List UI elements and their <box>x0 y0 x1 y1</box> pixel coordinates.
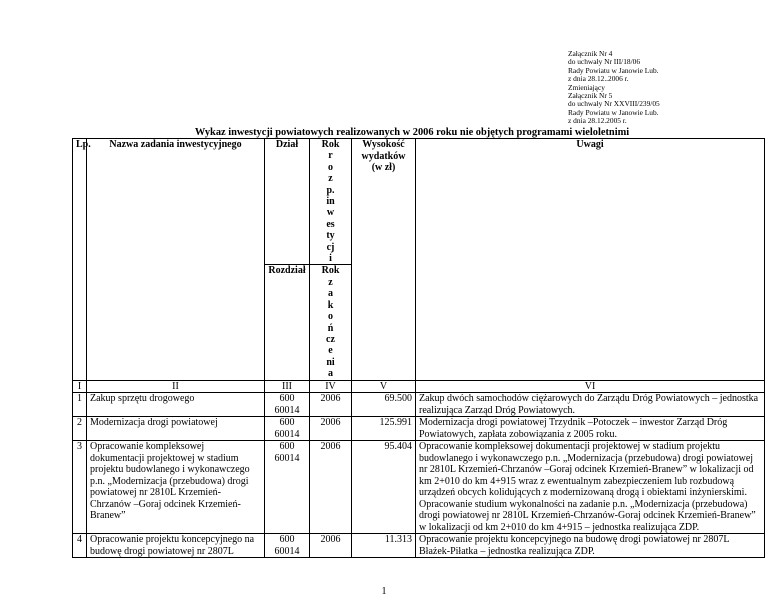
vertical-letter: ni <box>326 356 335 368</box>
row-amount: 69.500 <box>352 393 416 417</box>
numbering-cell: VI <box>416 380 765 393</box>
note-line: Załącznik Nr 4 <box>568 49 613 58</box>
table-row <box>73 393 765 417</box>
vertical-letter: k <box>327 299 334 311</box>
header-lp: Lp. <box>73 139 87 381</box>
row-notes: Opracowanie projektu koncepcyjnego na budowę drogi powiatowej nr 2807L Błażek-Piłatka – jednostka realizująca ZDP. <box>416 534 765 558</box>
row-task-name: Zakup sprzętu drogowego <box>87 393 265 417</box>
table-row <box>73 441 765 534</box>
header-rok-end <box>310 265 352 380</box>
row-rozdzial: 60014 <box>274 404 300 416</box>
row-lp: 3 <box>73 441 87 534</box>
row-task-name: Modernizacja drogi powiatowej <box>87 417 265 441</box>
row-year: 2006 <box>310 417 352 441</box>
row-year: 2006 <box>310 393 352 417</box>
row-notes: Opracowanie kompleksowej dokumentacji projektowej w stadium projektu budowlanego i wykonawczego p.n. „Modernizacja (przebudowa) drogi powiatowej nr 2810L Krzemień-Chrzanów –Goraj odcinek Krzemień-Branew” w lokalizacji od km 2+010 do km 4+915 wraz z ewentualnym zabezpieczeniem lub rozbudową urządzeń obcych kolidujących z modernizowaną drogą i obiektami inżynierskimi. Opracowanie studium wykonalności na zadanie p.n. „Modernizacja (przebudowa) drogi powiatowej nr 2810L Krzemień-Chrzanów-Goraj odcinek Krzemień-Branew” w lokalizacji od km 2+010 do km 4+915 – jednostka realizująca ZDP. <box>416 441 765 534</box>
row-notes: Modernizacja drogi powiatowej Trzydnik –Potoczek – inwestor Zarząd Dróg Powiatowych, zapłata zobowiązania z 2005 roku. <box>416 417 765 441</box>
vertical-letter: cz <box>326 333 335 345</box>
note-line: Zmieniający <box>568 82 605 92</box>
row-amount: 11.313 <box>352 534 416 558</box>
row-dzial: 600 <box>279 441 295 453</box>
numbering-cell: II <box>87 380 265 393</box>
vertical-letter: in <box>326 196 335 208</box>
vertical-letter: o <box>328 311 333 323</box>
note-line: Rady Powiatu w Janowie Lub. <box>568 65 659 75</box>
row-task-name: Opracowanie kompleksowej dokumentacji projektowej w stadium projektu budowlanego i wykonawczego p.n. „Modernizacja (przebudowa) drogi powiatowej nr 2810L Krzemień-Chrzanów –Goraj odcinek Krzemień-Branew” <box>87 441 265 534</box>
row-notes: Zakup dwóch samochodów ciężarowych do Zarządu Dróg Powiatowych – jednostka realizująca Zarząd Dróg Powiatowych. <box>416 393 765 417</box>
vertical-letter: e <box>328 345 333 357</box>
vertical-letter: es <box>326 218 335 230</box>
numbering-row <box>73 380 765 393</box>
header-amount-line: wydatków <box>361 150 406 162</box>
vertical-letter: i <box>329 253 332 265</box>
vertical-letter: a <box>328 288 333 300</box>
numbering-cell: IV <box>310 380 352 393</box>
table-row <box>73 534 765 558</box>
header-notes: Uwagi <box>416 139 765 381</box>
header-dzial: Dział <box>265 139 310 265</box>
page-number: 1 <box>381 586 387 597</box>
row-year: 2006 <box>310 441 352 534</box>
row-task-name: Opracowanie projektu koncepcyjnego na budowę drogi powiatowej nr 2807L <box>87 534 265 558</box>
vertical-letter: ty <box>326 230 335 242</box>
vertical-letter: Rok <box>321 265 340 277</box>
vertical-letter: p. <box>326 184 335 196</box>
row-amount: 95.404 <box>352 441 416 534</box>
header-amount-line: Wysokość <box>362 139 405 150</box>
row-dzial: 600 <box>279 417 295 429</box>
vertical-letter: r <box>328 150 333 162</box>
header-task-name: Nazwa zadania inwestycyjnego <box>87 139 265 381</box>
header-amount-line: (w zł) <box>371 162 396 173</box>
vertical-letter: w <box>326 207 335 219</box>
header-rok-start <box>310 139 352 265</box>
note-line: z dnia 28.12..2006 r. <box>568 74 629 84</box>
row-rozdzial: 60014 <box>274 428 300 440</box>
document-title: Wykaz inwestycji powiatowych realizowanych w 2006 roku nie objętych programami wieloletnimi <box>194 127 630 138</box>
vertical-letter: cj <box>326 241 335 253</box>
note-line: do uchwały Nr XXVIII/239/05 <box>568 99 660 109</box>
row-rozdzial: 60014 <box>274 545 300 557</box>
row-classification <box>265 417 310 441</box>
row-lp: 4 <box>73 534 87 558</box>
numbering-cell: I <box>73 380 87 393</box>
row-classification <box>265 441 310 534</box>
row-lp: 2 <box>73 417 87 441</box>
row-year: 2006 <box>310 534 352 558</box>
note-line: z dnia 28.12.2005 r. <box>568 116 627 126</box>
table-row <box>73 417 765 441</box>
row-rozdzial: 60014 <box>274 452 300 464</box>
note-line: Rady Powiatu w Janowie Lub. <box>568 107 659 117</box>
vertical-letter: a <box>328 368 333 380</box>
header-rozdzial: Rozdział <box>265 265 310 380</box>
header-amount <box>352 139 416 381</box>
row-dzial: 600 <box>279 393 295 405</box>
numbering-cell: III <box>265 380 310 393</box>
vertical-letter: ń <box>327 322 334 334</box>
header-rok-start-label: Rok <box>321 139 340 150</box>
row-dzial: 600 <box>279 534 295 546</box>
numbering-cell: V <box>352 380 416 393</box>
vertical-letter: o <box>328 161 333 173</box>
note-line: do uchwały Nr III/18/06 <box>568 57 641 67</box>
investment-table <box>72 138 765 558</box>
row-amount: 125.991 <box>352 417 416 441</box>
vertical-letter: z <box>328 276 333 288</box>
row-lp: 1 <box>73 393 87 417</box>
note-line: Załącznik Nr 5 <box>568 91 613 101</box>
row-classification <box>265 534 310 558</box>
vertical-letter: z <box>328 173 333 185</box>
row-classification <box>265 393 310 417</box>
attachment-note <box>568 50 758 126</box>
